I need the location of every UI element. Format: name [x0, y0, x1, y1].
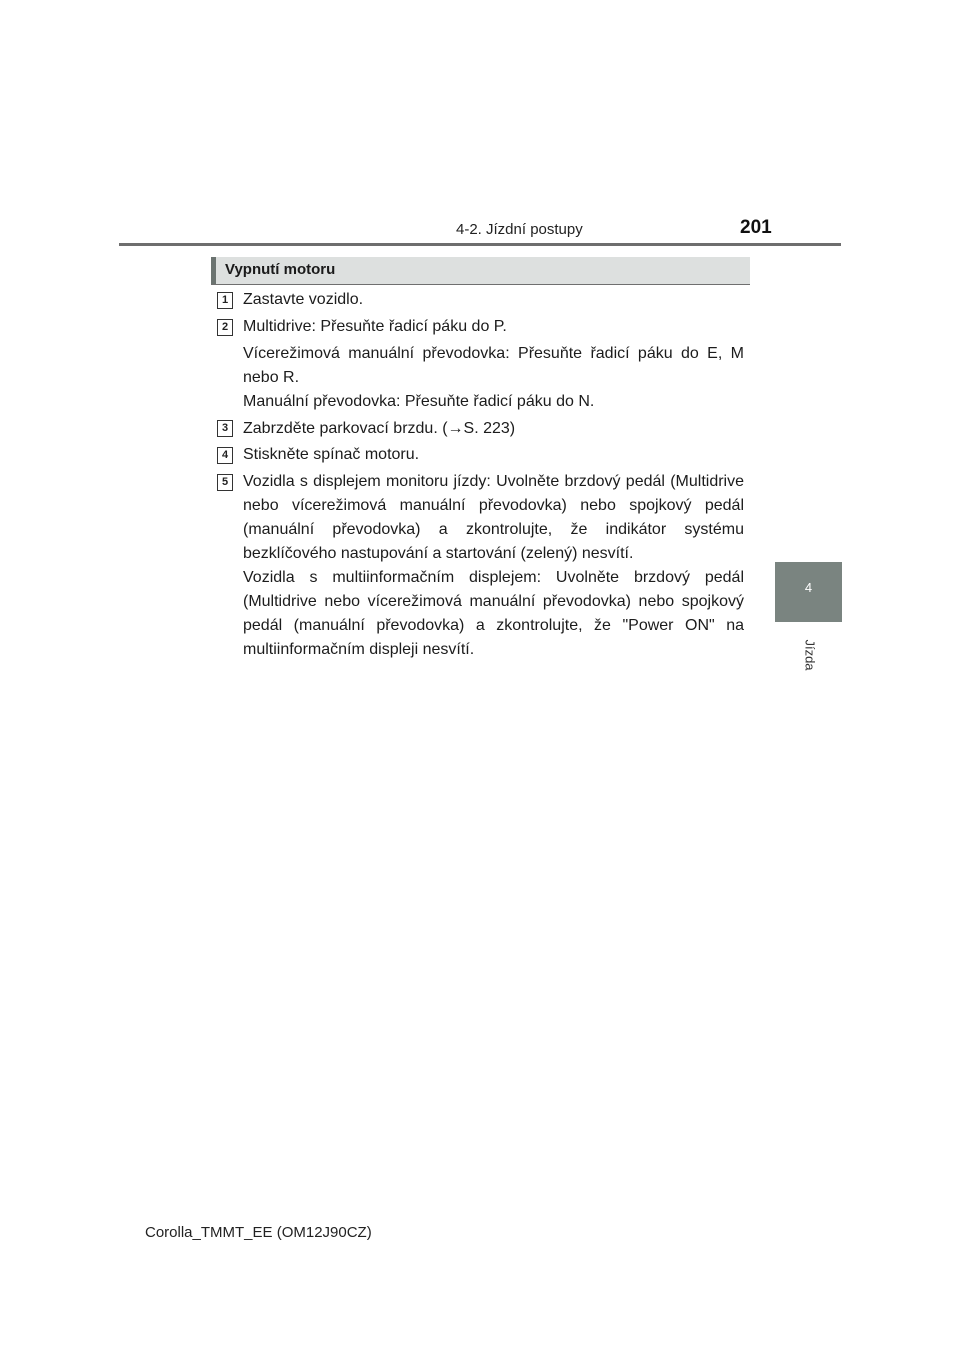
step-number-1: 1: [217, 292, 233, 309]
step-1-text: Zastavte vozidlo.: [243, 291, 364, 308]
page-number: 201: [740, 217, 772, 238]
step-number-2: 2: [217, 319, 233, 336]
chapter-label: [798, 630, 822, 680]
chapter-tab: [775, 562, 842, 622]
step-5-text-1: Vozidla s displejem monitoru jízdy: Uvolněte brzdový pedál (Multidrive nebo vícerežimová manuální převodovka) nebo spojkový pedál (manuální převodovka) a zkontrolujte, že indikátor systému bezklíčového nastupování a startování (zelený) nesvítí.: [243, 473, 744, 562]
step-2-text-1: Multidrive: Přesuňte řadicí páku do P.: [243, 318, 507, 335]
step-2-text-3: Manuální převodovka: Přesuňte řadicí páku do N.: [243, 393, 595, 410]
header-rule: [119, 243, 841, 246]
section-heading-title: Vypnutí motoru: [225, 261, 336, 278]
step-number-3: 3: [217, 420, 233, 437]
step-number-5: 5: [217, 474, 233, 491]
chapter-tab-number: 4: [804, 580, 813, 595]
step-4-text: Stiskněte spínač motoru.: [243, 446, 420, 463]
step-3-text: Zabrzděte parkovací brzdu. (→S. 223): [243, 420, 516, 437]
chapter-label-text: Jízda: [802, 639, 818, 671]
footer-document-id: Corolla_TMMT_EE (OM12J90CZ): [145, 1224, 372, 1241]
step-2-text-2: Vícerežimová manuální převodovka: Přesuňte řadicí páku do E, M nebo R.: [243, 345, 744, 386]
step-number-4: 4: [217, 447, 233, 464]
section-heading-bar: [211, 257, 216, 284]
step-5-text-2: Vozidla s multiinformačním displejem: Uvolněte brzdový pedál (Multidrive nebo vícerežimová manuální převodovka) nebo spojkový pedál (manuální převodovka) a zkontrolujte, že "Power ON" na multiinformačním displeji nesvítí.: [243, 569, 744, 658]
header-section-title: 4-2. Jízdní postupy: [456, 221, 583, 238]
section-heading: [211, 257, 750, 285]
